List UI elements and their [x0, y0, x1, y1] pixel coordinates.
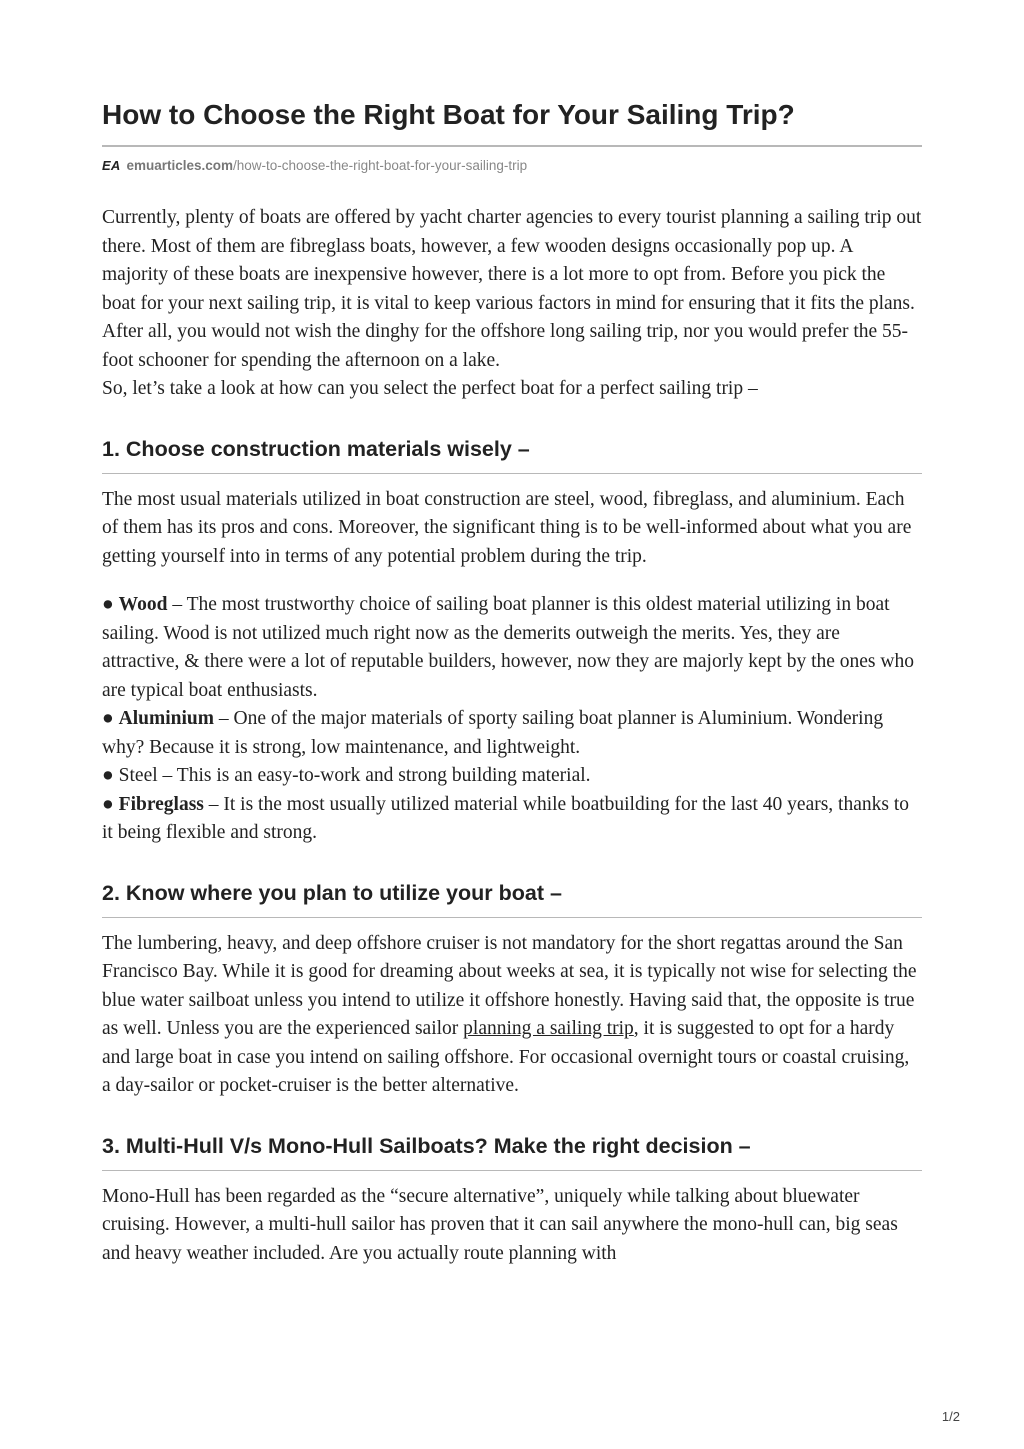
page-title: How to Choose the Right Boat for Your Sailing Trip? — [102, 96, 922, 147]
planning-link[interactable]: planning a sailing trip — [463, 1018, 634, 1039]
item-term: Fibreglass — [118, 793, 204, 815]
site-logo: EA — [102, 157, 121, 173]
intro — [102, 204, 922, 404]
section-heading: 3. Multi-Hull V/s Mono-Hull Sailboats? Make the right decision – — [102, 1131, 922, 1171]
item-term: Aluminium — [118, 708, 215, 729]
item-text: – The most trustworthy choice of sailing boat planner is this oldest material utilizing in boat sailing. Wood is not utilized much right now as the demerits outweigh the merits. Yes, they are attractive, & there were a lot of reputable builders, however, now they are majorly kept by the ones who are typical boat enthusiasts. — [102, 594, 914, 701]
section-1 — [102, 434, 922, 848]
section-heading: 2. Know where you plan to utilize your boat – — [102, 878, 922, 918]
materials-list — [102, 591, 922, 848]
section-heading: 1. Choose construction materials wisely – — [102, 434, 922, 474]
bullet: ● — [102, 594, 114, 615]
intro-paragraph: Currently, plenty of boats are offered by yacht charter agencies to every tourist planning a sailing trip out there. Most of them are fibreglass boats, however, a few wooden designs occasionally pop up. A majority of these boats are inexpensive however, there is a lot more to opt from. Before you pick the boat for your next sailing trip, it is vital to keep various factors in mind for ensuring that it fits the plans. After all, you would not wish the dinghy for the offshore long sailing trip, nor you would prefer the 55-foot schooner for spending the afternoon on a lake. — [102, 207, 922, 371]
bullet: ● — [102, 793, 114, 815]
list-item — [102, 791, 922, 848]
section-3 — [102, 1131, 922, 1269]
section-body: The most usual materials utilized in boat construction are steel, wood, fibreglass, and aluminium. Each of them has its pros and cons. Moreover, the significant thing is to be well-informed about what you are getting yourself into in terms of any potential problem during the trip. — [102, 488, 912, 567]
item-text: Steel – This is an easy-to-work and strong building material. — [118, 765, 591, 786]
source-domain[interactable]: emuarticles.com — [126, 157, 234, 173]
section-body: Mono-Hull has been regarded as the “secure alternative”, uniquely while talking about bluewater cruising. However, a multi-hull sailor has proven that it can sail anywhere the mono-hull can, big seas and heavy weather included. Are you actually route planning with — [102, 1185, 898, 1264]
body-text: The lumbering, heavy, and deep offshore cruiser is not mandatory for the short regattas around the San Francisco Bay. While it is good for dreaming about weeks at sea, it is typically not wise for selecting the blue water sailboat unless you intend to utilize it offshore honestly. Having said that, the opposite is true as well. Unless you are the experienced sailor — [102, 932, 917, 1039]
page-number: 1/2 — [941, 1409, 960, 1424]
list-item — [102, 762, 922, 791]
list-item — [102, 705, 922, 762]
bullet: ● — [102, 708, 114, 729]
source-line — [102, 156, 922, 174]
item-term: Wood — [118, 594, 168, 615]
item-text: – It is the most usually utilized material while boatbuilding for the last 40 years, thanks to it being flexible and strong. — [102, 793, 910, 843]
list-item — [102, 591, 922, 705]
body-text: , it is suggested to opt for a hardy and large boat in case you intend on sailing offshore. For occasional overnight tours or coastal cruising, a day-sailor or pocket-cruiser is the better alternative. — [102, 1018, 910, 1096]
article — [102, 96, 922, 1268]
intro-paragraph-2: So, let’s take a look at how can you select the perfect boat for a perfect sailing trip – — [102, 378, 758, 399]
bullet: ● — [102, 765, 114, 786]
section-body — [102, 930, 922, 1101]
source-path[interactable]: /how-to-choose-the-right-boat-for-your-sailing-trip — [233, 157, 528, 173]
section-2 — [102, 878, 922, 1101]
item-text: – One of the major materials of sporty sailing boat planner is Aluminium. Wondering why? Because it is strong, low maintenance, and lightweight. — [102, 708, 884, 758]
